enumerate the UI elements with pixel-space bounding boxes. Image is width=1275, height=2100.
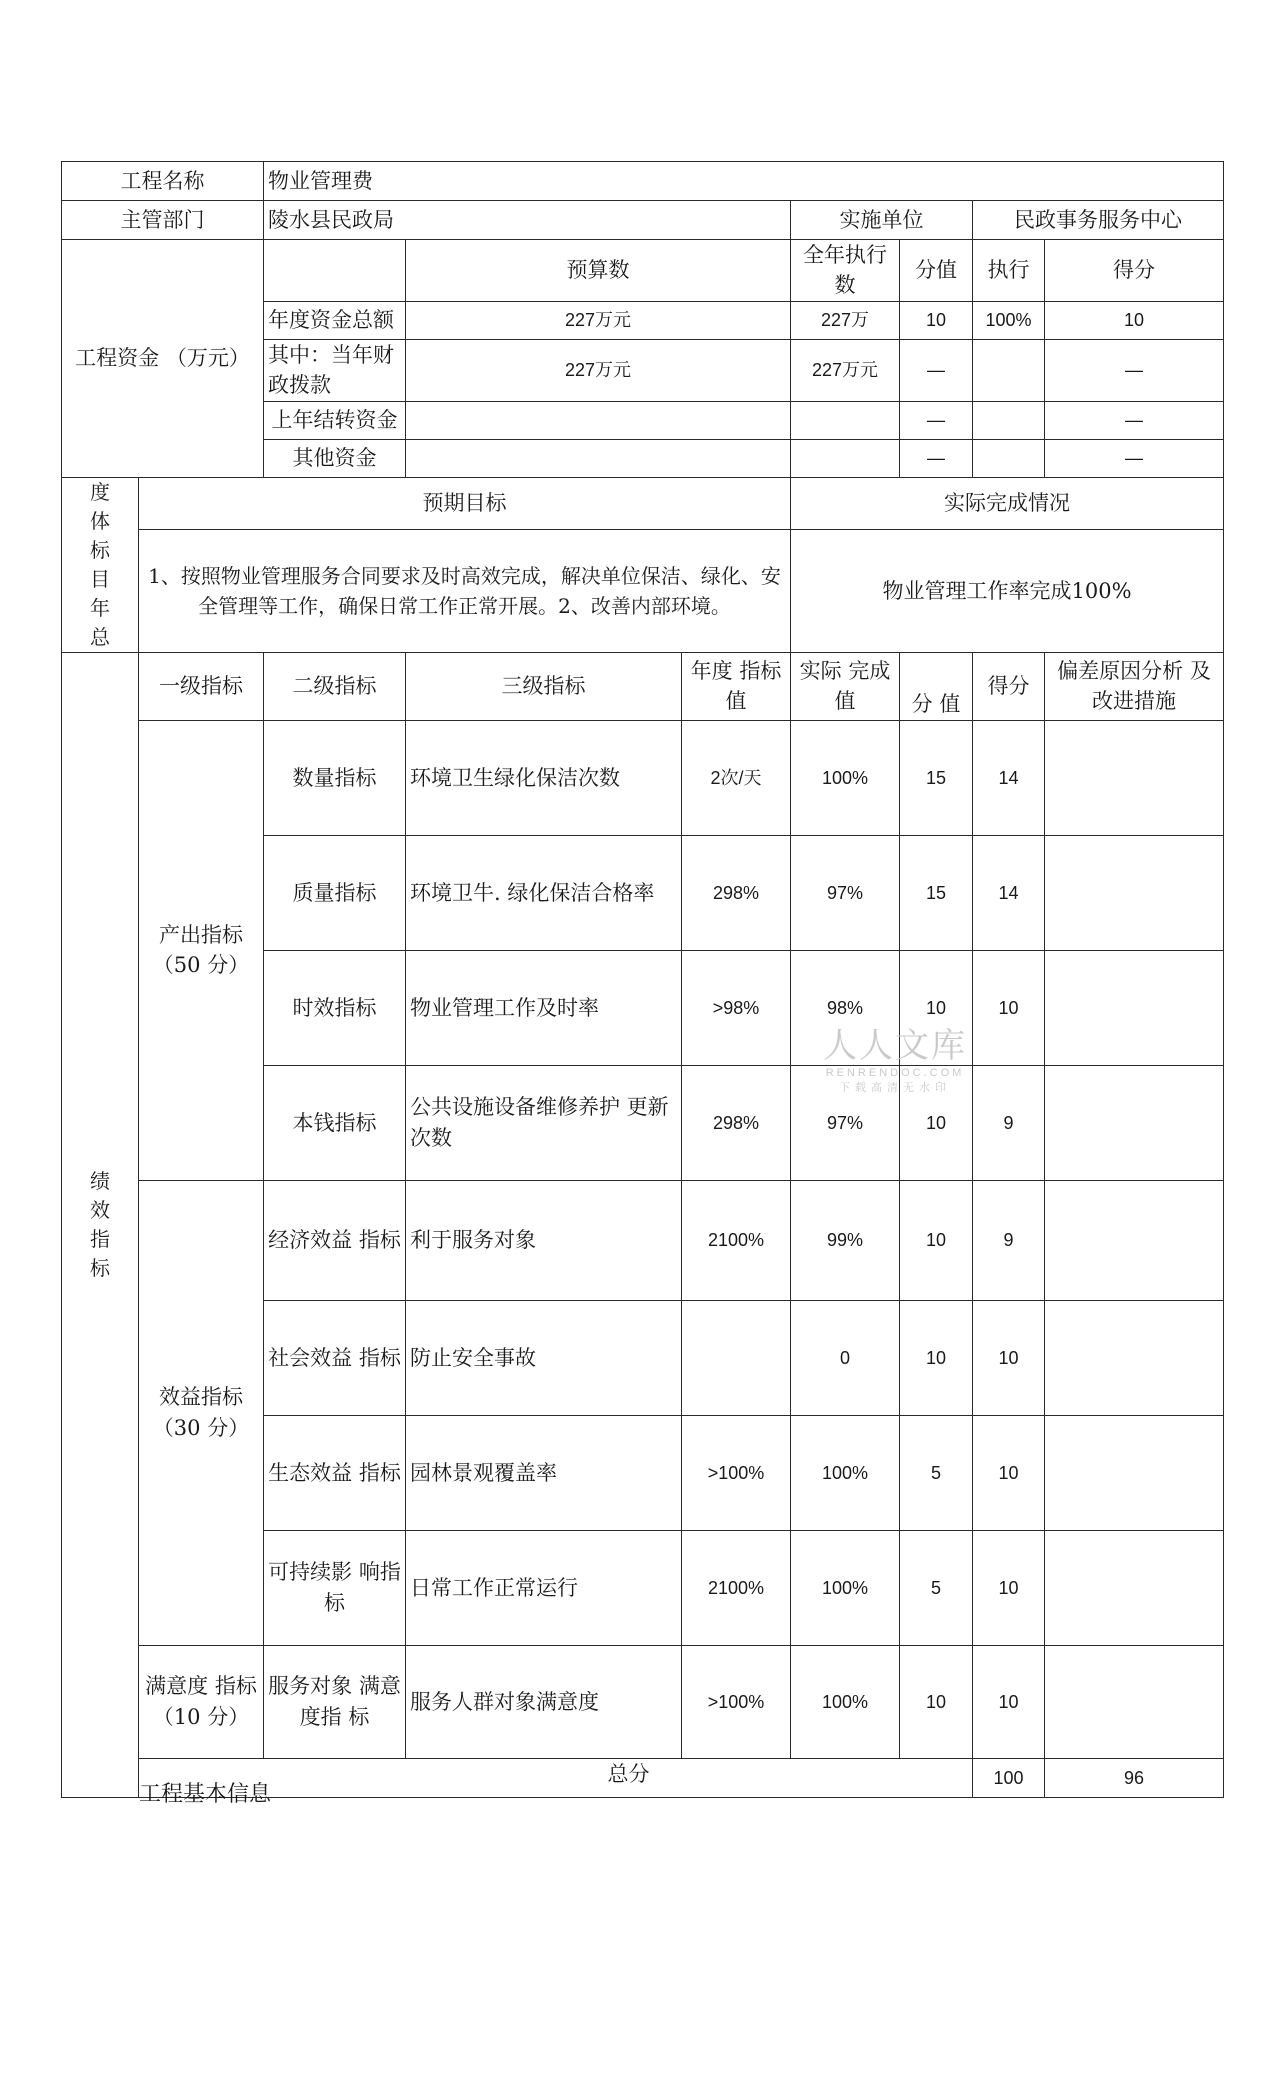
funds-score-value: — (900, 339, 973, 401)
analysis-cell (1045, 720, 1224, 835)
funds-execution (973, 339, 1045, 401)
target-cell: >100% (682, 1415, 791, 1530)
level1-group-benefit (139, 1180, 264, 1645)
performance-evaluation-table (61, 161, 1224, 1807)
target-cell: 298% (682, 1065, 791, 1180)
actual-completion-text: 物业管理工作率完成100% (791, 529, 1224, 652)
score-value-cell: 10 (900, 1645, 973, 1758)
perf-indicator-char: 效 (90, 1197, 110, 1222)
funds-budget: 227万元 (406, 301, 791, 339)
overall-goal-char: 总 (90, 624, 110, 649)
overall-goal-char: 体 (90, 508, 110, 533)
level3-cell: 物业管理工作及时率 (406, 950, 682, 1065)
group-sub: （30 分） (152, 1415, 250, 1440)
funds-execution: 100% (973, 301, 1045, 339)
level2-cell: 数量指标 (264, 720, 406, 835)
perf-indicator-label (62, 652, 139, 1797)
actual-cell: 99% (791, 1180, 900, 1300)
funds-row-label: 年度资金总额 (264, 301, 406, 339)
funds-score: — (1045, 401, 1224, 439)
watermark-caption: 下载高清无水印 (839, 1081, 951, 1094)
funds-score-value: 10 (900, 301, 973, 339)
funds-executed (791, 401, 900, 439)
perf-indicator-char: 指 (90, 1226, 110, 1251)
target-cell: 2100% (682, 1180, 791, 1300)
overall-goal-content-row (62, 529, 1224, 652)
funds-executed: 227万 (791, 301, 900, 339)
score-cell: 14 (973, 835, 1045, 950)
funds-budget: 227万元 (406, 339, 791, 401)
funds-blank-header (264, 240, 406, 302)
actual-cell: 98% (791, 950, 900, 1065)
department-value: 陵水县民政局 (264, 201, 791, 240)
score-value-cell: 10 (900, 950, 973, 1065)
perf-row (62, 1645, 1224, 1758)
implementing-unit-label: 实施单位 (791, 201, 973, 240)
score-value-cell: 10 (900, 1065, 973, 1180)
overall-goal-char: 目 (90, 566, 110, 591)
score-cell: 9 (973, 1180, 1045, 1300)
score-value-cell: 5 (900, 1530, 973, 1645)
overall-goal-label (62, 477, 139, 652)
score-value-cell: 15 (900, 835, 973, 950)
funds-budget (406, 439, 791, 477)
level3-cell: 园林景观覆盖率 (406, 1415, 682, 1530)
total-row (62, 1758, 1224, 1797)
level3-cell: 环境卫生绿化保洁次数 (406, 720, 682, 835)
analysis-cell (1045, 1645, 1224, 1758)
score-value-header: 分值 (900, 240, 973, 302)
level3-cell: 公共设施设备维修养护 更新次数 (406, 1065, 682, 1180)
level2-cell: 可持续影 响指标 (264, 1530, 406, 1645)
level2-header: 二级指标 (264, 652, 406, 720)
overall-goal-char: 度 (90, 479, 110, 504)
actual-cell: 97% (791, 1065, 900, 1180)
funds-row-label: 其他资金 (264, 439, 406, 477)
funds-execution (973, 439, 1045, 477)
actual-cell: 100% (791, 1415, 900, 1530)
perf-row (62, 720, 1224, 835)
actual-cell: 97% (791, 835, 900, 950)
group-sub: （50 分） (152, 953, 250, 978)
target-header: 年度 指标值 (682, 652, 791, 720)
level3-cell: 环境卫牛. 绿化保洁合格率 (406, 835, 682, 950)
actual-cell: 100% (791, 1645, 900, 1758)
score-cell: 9 (973, 1065, 1045, 1180)
expected-goal-text: 1、按照物业管理服务合同要求及时高效完成，解决单位保洁、绿化、安全管理等工作，确保日常工作正常开展。2、改善内部环境。 (139, 529, 791, 652)
watermark-logo-text: 人人文库 (823, 1026, 967, 1066)
analysis-cell (1045, 835, 1224, 950)
analysis-header: 偏差原因分析 及改进措施 (1045, 652, 1224, 720)
perf-row (62, 1180, 1224, 1300)
total-score: 96 (1045, 1758, 1224, 1797)
perf-indicator-char: 标 (90, 1255, 110, 1280)
funds-executed: 227万元 (791, 339, 900, 401)
funds-budget (406, 401, 791, 439)
footer-note: 工程基本信息 (139, 1781, 272, 1807)
target-cell: 2100% (682, 1530, 791, 1645)
target-cell (682, 1300, 791, 1415)
execution-header: 执行 (973, 240, 1045, 302)
funds-score: — (1045, 439, 1224, 477)
funds-execution (973, 401, 1045, 439)
funds-score-value: — (900, 401, 973, 439)
score-value-cell: 10 (900, 1180, 973, 1300)
department-row (62, 201, 1224, 240)
level2-cell: 质量指标 (264, 835, 406, 950)
total-label-cell (139, 1758, 973, 1807)
level3-cell: 利于服务对象 (406, 1180, 682, 1300)
perf-indicator-char: 绩 (90, 1168, 110, 1193)
actual-header: 实际 完成值 (791, 652, 900, 720)
score-cell: 14 (973, 720, 1045, 835)
analysis-cell (1045, 1415, 1224, 1530)
score-cell: 10 (973, 950, 1045, 1065)
score-value-cell: 5 (900, 1415, 973, 1530)
target-cell: 298% (682, 835, 791, 950)
perf-header-row (62, 652, 1224, 720)
perf-score-header: 得分 (973, 652, 1045, 720)
perf-score-value-header: 分 值 (900, 652, 973, 720)
score-cell: 10 (973, 1415, 1045, 1530)
score-value-cell: 10 (900, 1300, 973, 1415)
target-cell: 2次/天 (682, 720, 791, 835)
expected-goal-header: 预期目标 (139, 477, 791, 529)
level2-cell: 服务对象 满意度指 标 (264, 1645, 406, 1758)
analysis-cell (1045, 1530, 1224, 1645)
score-cell: 10 (973, 1530, 1045, 1645)
funds-label: 工程资金 （万元） (62, 240, 264, 478)
score-cell: 10 (973, 1645, 1045, 1758)
project-name-label: 工程名称 (62, 162, 264, 201)
funds-executed (791, 439, 900, 477)
level3-cell: 服务人群对象满意度 (406, 1645, 682, 1758)
project-name-value: 物业管理费 (264, 162, 1224, 201)
actual-cell: 0 (791, 1300, 900, 1415)
analysis-cell (1045, 1300, 1224, 1415)
overall-goal-char: 标 (90, 537, 110, 562)
target-cell: >100% (682, 1645, 791, 1758)
watermark-url: RENRENDOC.COM (825, 1067, 965, 1079)
score-header: 得分 (1045, 240, 1224, 302)
actual-cell: 100% (791, 720, 900, 835)
total-label: 总分 (607, 1761, 650, 1786)
level2-cell: 社会效益 指标 (264, 1300, 406, 1415)
funds-score-value: — (900, 439, 973, 477)
actual-cell: 100% (791, 1530, 900, 1645)
overall-goal-char: 年 (90, 595, 110, 620)
funds-score: 10 (1045, 301, 1224, 339)
funds-header-row (62, 240, 1224, 302)
project-name-row (62, 162, 1224, 201)
funds-score: — (1045, 339, 1224, 401)
level1-group-satisfaction: 满意度 指标 （10 分） (139, 1645, 264, 1758)
group-name: 效益指标 (159, 1385, 243, 1410)
level2-cell: 生态效益 指标 (264, 1415, 406, 1530)
level2-cell: 本钱指标 (264, 1065, 406, 1180)
budget-header: 预算数 (406, 240, 791, 302)
group-name: 产出指标 (159, 922, 243, 947)
level2-cell: 经济效益 指标 (264, 1180, 406, 1300)
score-cell: 10 (973, 1300, 1045, 1415)
actual-completion-header: 实际完成情况 (791, 477, 1224, 529)
level2-cell: 时效指标 (264, 950, 406, 1065)
level1-header: 一级指标 (139, 652, 264, 720)
analysis-cell (1045, 1065, 1224, 1180)
analysis-cell (1045, 950, 1224, 1065)
funds-row-label: 其中：当年财政拨款 (264, 339, 406, 401)
department-label: 主管部门 (62, 201, 264, 240)
total-score-value: 100 (973, 1758, 1045, 1797)
funds-row-label: 上年结转资金 (264, 401, 406, 439)
implementing-unit-value: 民政事务服务中心 (973, 201, 1224, 240)
analysis-cell (1045, 1180, 1224, 1300)
level3-cell: 日常工作正常运行 (406, 1530, 682, 1645)
target-cell: >98% (682, 950, 791, 1065)
level3-cell: 防止安全事故 (406, 1300, 682, 1415)
level1-group-output (139, 720, 264, 1180)
overall-goal-header-row (62, 477, 1224, 529)
executed-header: 全年执行数 (791, 240, 900, 302)
score-value-cell: 15 (900, 720, 973, 835)
level3-header: 三级指标 (406, 652, 682, 720)
